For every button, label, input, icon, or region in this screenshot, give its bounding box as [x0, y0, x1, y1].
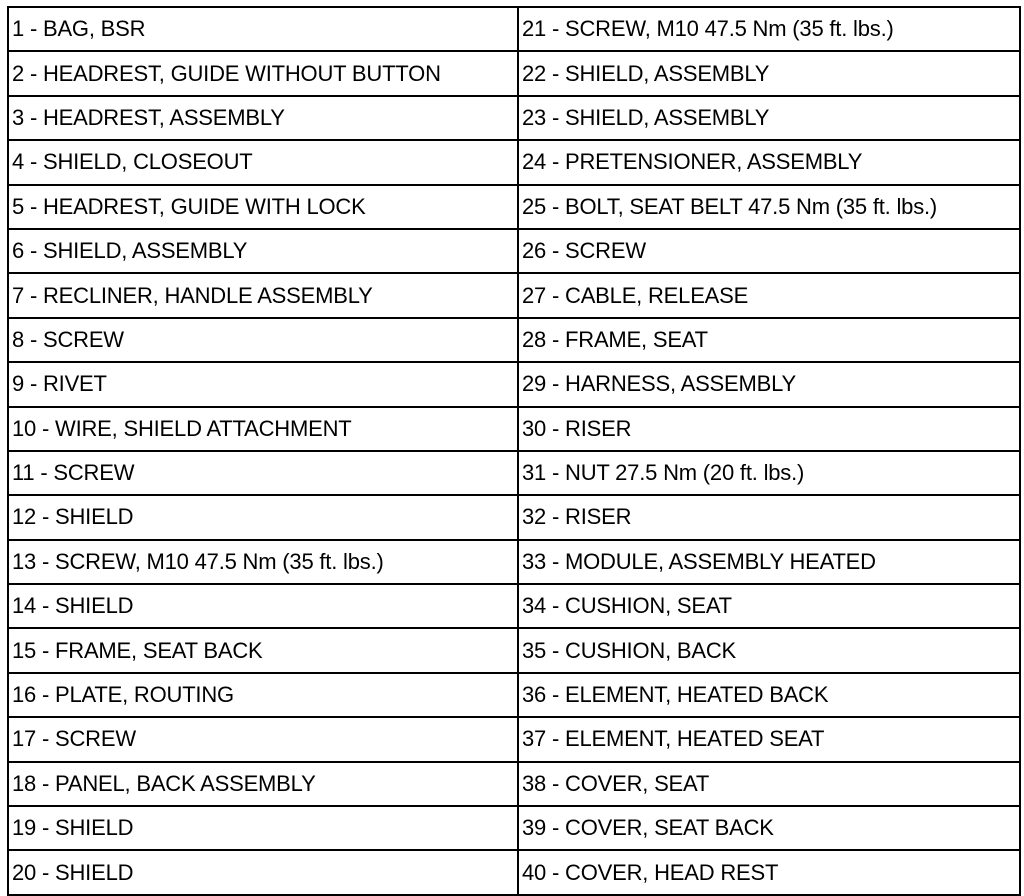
legend-cell-right: 30 - RISER — [518, 407, 1020, 451]
legend-cell-left: 13 - SCREW, M10 47.5 Nm (35 ft. lbs.) — [8, 540, 518, 584]
legend-cell-right: 29 - HARNESS, ASSEMBLY — [518, 362, 1020, 406]
table-row — [8, 717, 1020, 761]
table-row — [8, 318, 1020, 362]
legend-cell-right: 40 - COVER, HEAD REST — [518, 850, 1020, 894]
legend-cell-left: 10 - WIRE, SHIELD ATTACHMENT — [8, 407, 518, 451]
legend-cell-left: 6 - SHIELD, ASSEMBLY — [8, 229, 518, 273]
legend-cell-right: 25 - BOLT, SEAT BELT 47.5 Nm (35 ft. lbs.) — [518, 185, 1020, 229]
legend-cell-right: 27 - CABLE, RELEASE — [518, 273, 1020, 317]
legend-cell-left: 14 - SHIELD — [8, 584, 518, 628]
table-row — [8, 540, 1020, 584]
legend-cell-right: 35 - CUSHION, BACK — [518, 628, 1020, 672]
legend-cell-left: 12 - SHIELD — [8, 495, 518, 539]
table-row — [8, 273, 1020, 317]
parts-legend-table — [7, 6, 1021, 896]
legend-cell-right: 38 - COVER, SEAT — [518, 762, 1020, 806]
legend-cell-right: 37 - ELEMENT, HEATED SEAT — [518, 717, 1020, 761]
table-row — [8, 495, 1020, 539]
table-row — [8, 362, 1020, 406]
legend-cell-right: 26 - SCREW — [518, 229, 1020, 273]
parts-legend-body — [8, 7, 1020, 895]
table-row — [8, 850, 1020, 894]
legend-cell-right: 36 - ELEMENT, HEATED BACK — [518, 673, 1020, 717]
legend-cell-right: 28 - FRAME, SEAT — [518, 318, 1020, 362]
table-row — [8, 451, 1020, 495]
legend-cell-left: 19 - SHIELD — [8, 806, 518, 850]
table-row — [8, 51, 1020, 95]
legend-cell-right: 31 - NUT 27.5 Nm (20 ft. lbs.) — [518, 451, 1020, 495]
legend-cell-left: 15 - FRAME, SEAT BACK — [8, 628, 518, 672]
legend-cell-right: 22 - SHIELD, ASSEMBLY — [518, 51, 1020, 95]
table-row — [8, 229, 1020, 273]
legend-cell-left: 3 - HEADREST, ASSEMBLY — [8, 96, 518, 140]
table-row — [8, 407, 1020, 451]
legend-cell-right: 32 - RISER — [518, 495, 1020, 539]
legend-cell-left: 20 - SHIELD — [8, 850, 518, 894]
table-row — [8, 185, 1020, 229]
legend-cell-right: 21 - SCREW, M10 47.5 Nm (35 ft. lbs.) — [518, 7, 1020, 51]
table-row — [8, 584, 1020, 628]
table-row — [8, 140, 1020, 184]
legend-cell-left: 18 - PANEL, BACK ASSEMBLY — [8, 762, 518, 806]
legend-cell-left: 5 - HEADREST, GUIDE WITH LOCK — [8, 185, 518, 229]
legend-cell-left: 4 - SHIELD, CLOSEOUT — [8, 140, 518, 184]
table-row — [8, 7, 1020, 51]
legend-cell-right: 33 - MODULE, ASSEMBLY HEATED — [518, 540, 1020, 584]
legend-cell-left: 11 - SCREW — [8, 451, 518, 495]
legend-cell-left: 9 - RIVET — [8, 362, 518, 406]
legend-cell-left: 7 - RECLINER, HANDLE ASSEMBLY — [8, 273, 518, 317]
legend-cell-right: 23 - SHIELD, ASSEMBLY — [518, 96, 1020, 140]
table-row — [8, 628, 1020, 672]
legend-cell-right: 34 - CUSHION, SEAT — [518, 584, 1020, 628]
table-row — [8, 762, 1020, 806]
legend-cell-left: 17 - SCREW — [8, 717, 518, 761]
legend-cell-left: 1 - BAG, BSR — [8, 7, 518, 51]
legend-cell-right: 24 - PRETENSIONER, ASSEMBLY — [518, 140, 1020, 184]
table-row — [8, 806, 1020, 850]
table-row — [8, 673, 1020, 717]
legend-cell-left: 2 - HEADREST, GUIDE WITHOUT BUTTON — [8, 51, 518, 95]
legend-cell-left: 16 - PLATE, ROUTING — [8, 673, 518, 717]
legend-cell-left: 8 - SCREW — [8, 318, 518, 362]
legend-cell-right: 39 - COVER, SEAT BACK — [518, 806, 1020, 850]
table-row — [8, 96, 1020, 140]
